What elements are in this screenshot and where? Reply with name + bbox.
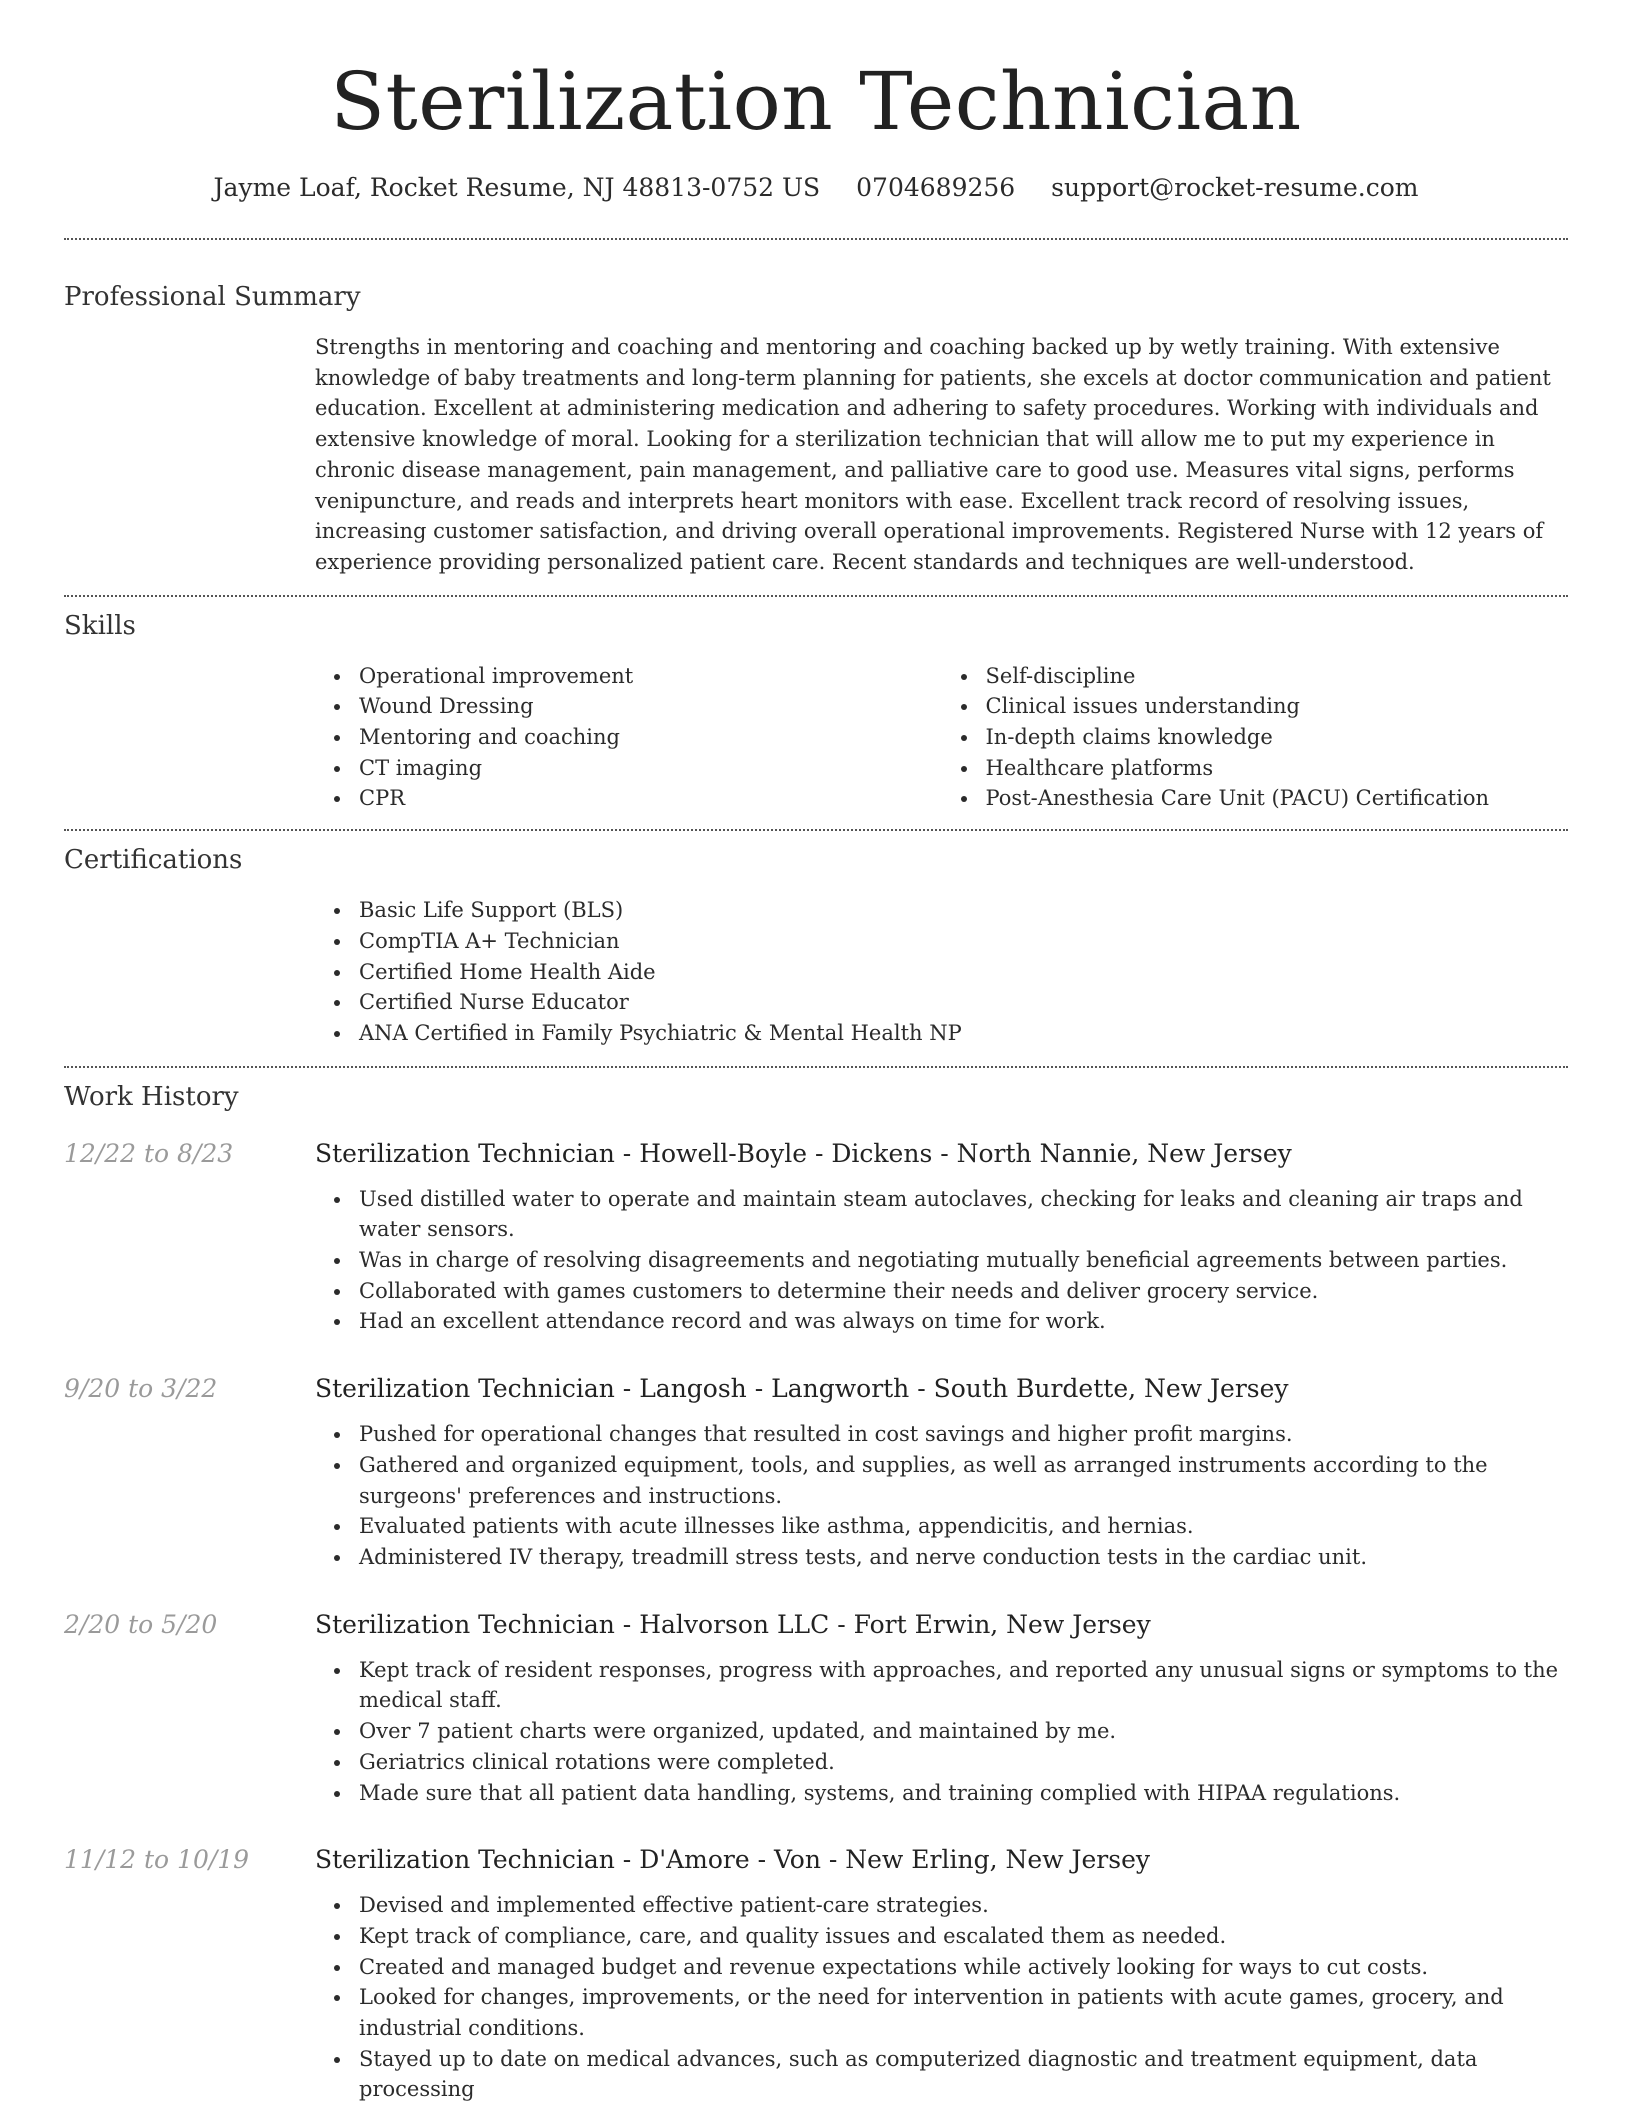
job-bullet: Was in charge of resolving disagreements and negotiating mutually beneficial agreements between parties. — [359, 1245, 1568, 1276]
skill-item: CPR — [359, 783, 942, 814]
skill-item: Operational improvement — [359, 661, 942, 692]
job-bullet: Stayed up to date on medical advances, such as computerized diagnostic and treatment equipment, data processing — [359, 2044, 1568, 2105]
skill-item: Clinical issues understanding — [986, 691, 1569, 722]
skills-heading: Skills — [64, 610, 136, 641]
job-bullet: Over 7 patient charts were organized, updated, and maintained by me. — [359, 1716, 1568, 1747]
certification-item: Certified Home Health Aide — [359, 957, 1568, 988]
job-entry — [64, 1842, 1568, 2105]
certifications-content — [315, 895, 1568, 1049]
job-bullets — [315, 1890, 1568, 2105]
job-bullet: Collaborated with games customers to determine their needs and deliver grocery service. — [359, 1276, 1568, 1307]
skills-section — [64, 608, 1568, 815]
skills-list-right — [942, 661, 1569, 815]
contact-address: Jayme Loaf, Rocket Resume, NJ 48813-0752 US — [213, 173, 821, 202]
job-bullets — [315, 1419, 1568, 1573]
job-entry — [64, 1136, 1568, 1338]
contact-email: support@rocket-resume.com — [1051, 173, 1419, 202]
job-entry — [64, 1371, 1568, 1573]
contact-phone: 0704689256 — [856, 173, 1016, 202]
divider — [64, 1066, 1568, 1068]
resume-page — [64, 0, 1568, 2105]
skills-list-left — [315, 661, 942, 815]
job-bullet: Looked for changes, improvements, or the need for intervention in patients with acute games, grocery, and industrial conditions. — [359, 1982, 1568, 2043]
job-bullets — [315, 1655, 1568, 1809]
job-bullet: Evaluated patients with acute illnesses like asthma, appendicitis, and hernias. — [359, 1511, 1568, 1542]
certification-item: CompTIA A+ Technician — [359, 926, 1568, 957]
skill-item: Healthcare platforms — [986, 753, 1569, 784]
job-bullet: Used distilled water to operate and maintain steam autoclaves, checking for leaks and cleaning air traps and water sensors. — [359, 1184, 1568, 1245]
job-bullet: Had an excellent attendance record and was always on time for work. — [359, 1306, 1568, 1337]
job-title: Sterilization Technician - D'Amore - Von - New Erling, New Jersey — [315, 1845, 1150, 1875]
certification-item: Basic Life Support (BLS) — [359, 895, 1568, 926]
job-bullet: Administered IV therapy, treadmill stress tests, and nerve conduction tests in the cardiac unit. — [359, 1542, 1568, 1573]
resume-title: Sterilization Technician — [330, 55, 1302, 148]
job-bullet: Kept track of compliance, care, and quality issues and escalated them as needed. — [359, 1921, 1568, 1952]
job-date: 9/20 to 3/22 — [64, 1374, 218, 1404]
certifications-section — [64, 842, 1568, 1049]
work-heading: Work History — [64, 1081, 239, 1112]
job-bullets — [315, 1184, 1568, 1338]
skill-item: Mentoring and coaching — [359, 722, 942, 753]
skill-item: Post-Anesthesia Care Unit (PACU) Certification — [986, 783, 1569, 814]
summary-heading: Professional Summary — [64, 282, 361, 312]
job-date: 2/20 to 5/20 — [64, 1609, 218, 1639]
skill-item: In-depth claims knowledge — [986, 722, 1569, 753]
skills-columns — [315, 661, 1568, 815]
job-bullet: Pushed for operational changes that resulted in cost savings and higher profit margins. — [359, 1419, 1568, 1450]
skill-item: CT imaging — [359, 753, 942, 784]
divider — [64, 595, 1568, 597]
job-date: 12/22 to 8/23 — [64, 1138, 234, 1168]
certification-item: ANA Certified in Family Psychiatric & Mental Health NP — [359, 1018, 1568, 1049]
skill-item: Wound Dressing — [359, 691, 942, 722]
skill-item: Self-discipline — [986, 661, 1569, 692]
job-title: Sterilization Technician - Langosh - Langworth - South Burdette, New Jersey — [315, 1374, 1289, 1404]
job-date: 11/12 to 10/19 — [64, 1845, 250, 1875]
certifications-list — [315, 895, 1568, 1049]
job-title: Sterilization Technician - Halvorson LLC - Fort Erwin, New Jersey — [315, 1609, 1151, 1639]
summary-text: Strengths in mentoring and coaching and mentoring and coaching backed up by wetly training. With extensive knowledge of baby treatments and long-term planning for patients, she excels at doctor communication and patient education. Excellent at administering medication and adhering to safety procedures. Working with individuals and extensive knowledge of moral. Looking for a sterilization technician that will allow me to put my experience in chronic disease management, pain management, and palliative care to good use. Measures vital signs, performs venipuncture, and reads and interprets heart monitors with ease. Excellent track record of resolving issues, increasing customer satisfaction, and driving overall operational improvements. Registered Nurse with 12 years of experience providing personalized patient care. Recent standards and techniques are well-understood. — [315, 335, 1551, 574]
job-bullet: Geriatrics clinical rotations were completed. — [359, 1747, 1568, 1778]
job-bullet: Devised and implemented effective patient-care strategies. — [359, 1890, 1568, 1921]
summary-section — [64, 0, 1568, 240]
job-bullet: Made sure that all patient data handling, systems, and training complied with HIPAA regulations. — [359, 1778, 1568, 1809]
job-entry — [64, 1607, 1568, 1809]
divider — [64, 829, 1568, 831]
job-bullet: Created and managed budget and revenue expectations while actively looking for ways to cut costs. — [359, 1952, 1568, 1983]
job-bullet: Gathered and organized equipment, tools, and supplies, as well as arranged instruments according to the surgeons' preferences and instructions. — [359, 1450, 1568, 1511]
job-title: Sterilization Technician - Howell-Boyle - Dickens - North Nannie, New Jersey — [315, 1138, 1292, 1168]
job-bullet: Kept track of resident responses, progress with approaches, and reported any unusual signs or symptoms to the medical staff. — [359, 1655, 1568, 1716]
certification-item: Certified Nurse Educator — [359, 987, 1568, 1018]
summary-block — [64, 279, 1568, 578]
work-section — [64, 1079, 1568, 2105]
certifications-heading: Certifications — [64, 845, 243, 876]
